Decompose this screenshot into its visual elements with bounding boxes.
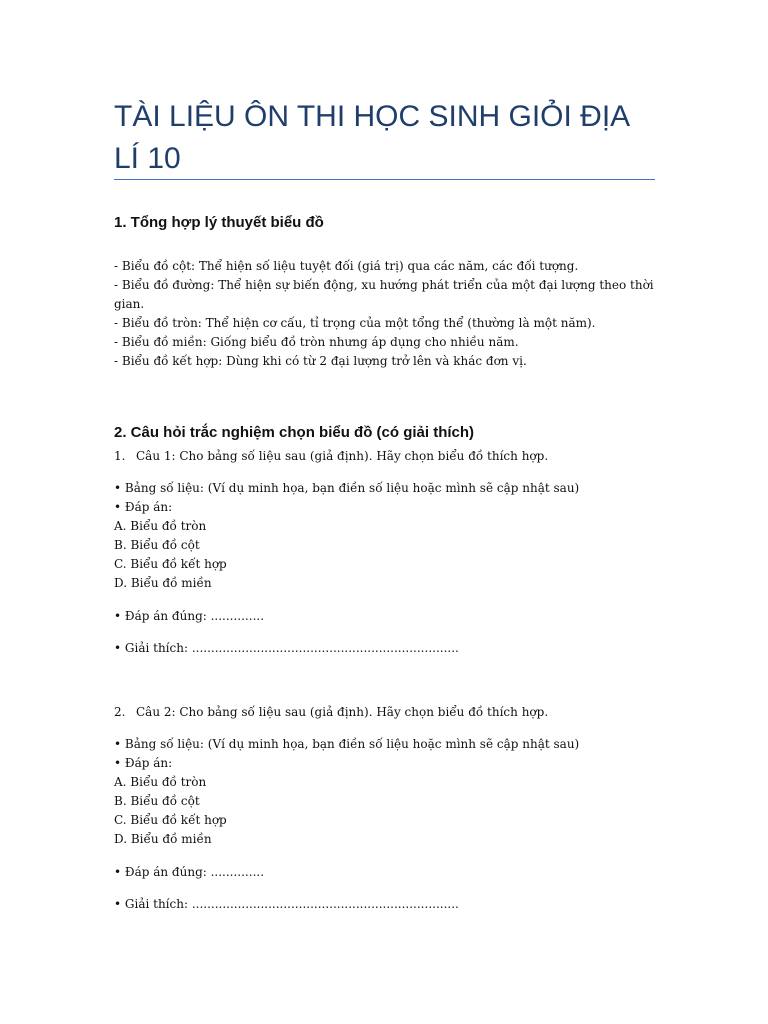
question-1-data-line: • Bảng số liệu: (Ví dụ minh họa, bạn điền số liệu hoặc mình sẽ cập nhật sau) — [114, 481, 580, 495]
theory-line-line: - Biểu đồ đường: Thể hiện sự biến động, xu hướng phát triển của một đại lượng theo thời gian. — [114, 278, 654, 311]
question-1-answer-label: • Đáp án: — [114, 500, 173, 514]
theory-line-area: - Biểu đồ miền: Giống biểu đồ tròn nhưng áp dụng cho nhiều năm. — [114, 335, 519, 349]
section1-heading: 1. Tổng hợp lý thuyết biểu đồ — [114, 214, 324, 231]
question-1-explanation: • Giải thích: ...................................................................... — [114, 641, 459, 655]
question-1-option-a: A. Biểu đồ tròn — [114, 519, 207, 533]
question-2-text: Câu 2: Cho bảng số liệu sau (giả định). Hãy chọn biểu đồ thích hợp. — [136, 705, 549, 719]
title-underline — [114, 179, 655, 180]
question-1-number: 1. — [114, 449, 126, 463]
theory-line-combo: - Biểu đồ kết hợp: Dùng khi có từ 2 đại lượng trở lên và khác đơn vị. — [114, 354, 527, 368]
question-1-correct-answer: • Đáp án đúng: .............. — [114, 609, 265, 623]
question-1-text: Câu 1: Cho bảng số liệu sau (giả định). Hãy chọn biểu đồ thích hợp. — [136, 449, 549, 463]
question-1-prompt — [114, 447, 548, 466]
document-title: TÀI LIỆU ÔN THI HỌC SINH GIỎI ĐỊA LÍ 10 — [114, 100, 629, 175]
question-2-option-a: A. Biểu đồ tròn — [114, 775, 207, 789]
question-2-prompt — [114, 703, 548, 722]
theory-line-column: - Biểu đồ cột: Thể hiện số liệu tuyệt đối (giá trị) qua các năm, các đối tượng. — [114, 259, 579, 273]
question-1-option-b: B. Biểu đồ cột — [114, 538, 200, 552]
question-2-option-b: B. Biểu đồ cột — [114, 794, 200, 808]
question-1-option-c: C. Biểu đồ kết hợp — [114, 557, 227, 571]
theory-line-pie: - Biểu đồ tròn: Thể hiện cơ cấu, tỉ trọng của một tổng thể (thường là một năm). — [114, 316, 596, 330]
question-2-option-d: D. Biểu đồ miền — [114, 832, 212, 846]
section2-heading: 2. Câu hỏi trắc nghiệm chọn biểu đồ (có giải thích) — [114, 424, 475, 441]
question-2-body — [114, 735, 579, 849]
question-2-data-line: • Bảng số liệu: (Ví dụ minh họa, bạn điền số liệu hoặc mình sẽ cập nhật sau) — [114, 737, 580, 751]
question-1-body — [114, 479, 579, 593]
question-1-option-d: D. Biểu đồ miền — [114, 576, 212, 590]
question-2-answer-label: • Đáp án: — [114, 756, 173, 770]
question-2-number: 2. — [114, 705, 126, 719]
question-2-explanation: • Giải thích: ...................................................................... — [114, 897, 459, 911]
question-2-correct-answer: • Đáp án đúng: .............. — [114, 865, 265, 879]
question-2-option-c: C. Biểu đồ kết hợp — [114, 813, 227, 827]
section1-body — [114, 257, 656, 371]
